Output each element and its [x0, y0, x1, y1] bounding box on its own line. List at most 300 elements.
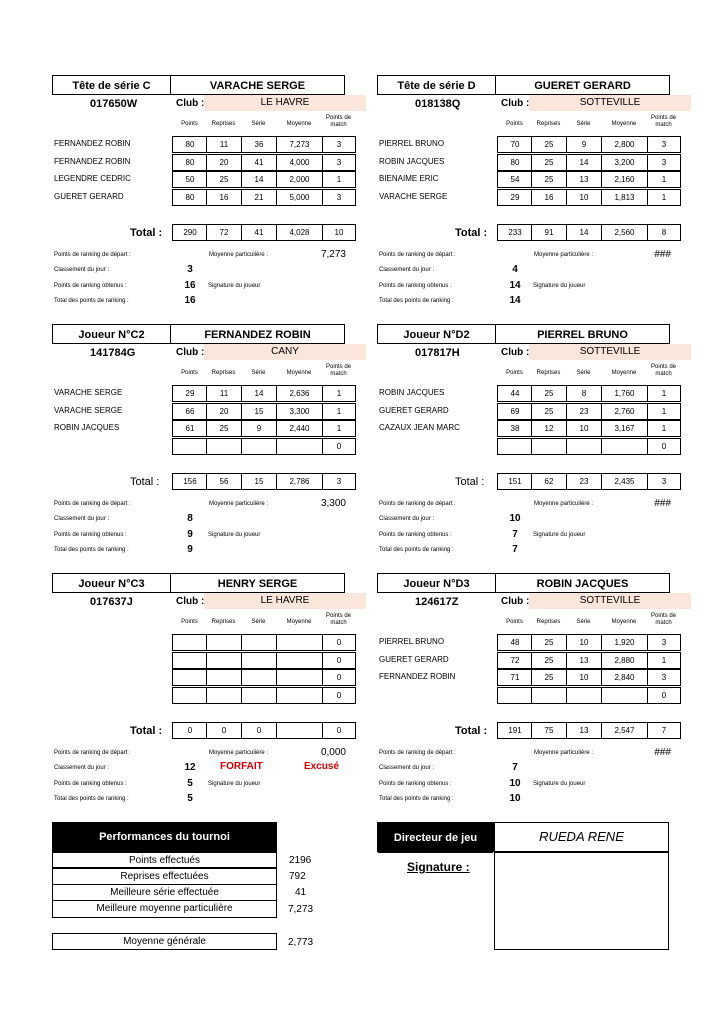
- score-cell: [172, 652, 208, 669]
- director-name: RUEDA RENE: [539, 829, 624, 844]
- club-name: SOTTEVILLE: [529, 95, 691, 111]
- player-name-box: [495, 573, 670, 593]
- score-cell: 1: [322, 403, 356, 420]
- player-title: Joueur N°D3: [403, 578, 470, 590]
- signature-player-label: Signature du joueur: [533, 283, 586, 289]
- total-cell: 2,786: [276, 473, 323, 490]
- perf-label: Points effectués: [129, 855, 200, 866]
- score-cell: 2,840: [601, 669, 648, 686]
- player-title-box: [377, 75, 496, 95]
- signature-player-label: Signature du joueur: [533, 532, 586, 538]
- avg-part-value: 0,000: [320, 747, 346, 758]
- opponent-name: FERNANDEZ ROBIN: [54, 156, 131, 166]
- score-cell: [276, 652, 323, 669]
- opponent-name: GUERET GERARD: [379, 654, 449, 664]
- signature-player-label: Signature du joueur: [208, 781, 261, 787]
- classement-value: 3: [187, 264, 193, 275]
- column-header: Points: [506, 121, 523, 127]
- column-header: Moyenne: [611, 370, 637, 376]
- column-header: Reprises: [536, 619, 561, 625]
- total-cell: 156: [172, 473, 208, 490]
- column-header: Moyenne: [611, 619, 637, 625]
- score-cell: [172, 687, 208, 704]
- opponent-name: GUERET GERARD: [54, 191, 124, 201]
- total-label: Total :: [455, 227, 488, 239]
- avg-part-label: Moyenne particulière :: [534, 501, 594, 507]
- license-number: 018138Q: [415, 98, 461, 110]
- score-cell: 38: [497, 420, 533, 437]
- general-average-row: [52, 933, 277, 950]
- score-cell: [276, 438, 323, 455]
- player-title-box: [52, 324, 171, 344]
- column-header: Points de match: [650, 364, 677, 377]
- score-cell: 12: [531, 420, 567, 437]
- opponent-name: VARACHE SERGE: [54, 388, 123, 397]
- score-cell: 14: [241, 171, 277, 188]
- player-name: ROBIN JACQUES: [536, 578, 629, 590]
- score-cell: 2,760: [601, 403, 648, 420]
- score-cell: [566, 438, 602, 455]
- player-panel: [377, 75, 677, 315]
- ranking-total-value: 10: [509, 793, 521, 804]
- total-cell: 13: [566, 722, 602, 739]
- column-header: Points de match: [325, 115, 352, 128]
- avg-part-label: Moyenne particulière :: [534, 750, 594, 756]
- total-cell: 0: [241, 722, 277, 739]
- ranking-obtained-label: Points de ranking obtenus :: [379, 532, 452, 538]
- license-number: 141784G: [90, 347, 136, 359]
- column-header: Points: [506, 619, 523, 625]
- score-cell: 1: [647, 189, 681, 206]
- score-cell: [241, 652, 277, 669]
- score-cell: 48: [497, 634, 533, 651]
- score-cell: 0: [322, 652, 356, 669]
- score-cell: 25: [206, 420, 242, 437]
- club-name: CANY: [204, 344, 366, 360]
- score-cell: 9: [566, 136, 602, 153]
- score-cell: 69: [497, 403, 533, 420]
- perf-value: 41: [295, 887, 307, 898]
- ranking-total-value: 14: [509, 295, 521, 306]
- club-name: SOTTEVILLE: [529, 593, 691, 609]
- score-cell: 1,813: [601, 189, 648, 206]
- score-cell: [206, 652, 242, 669]
- column-header: Moyenne: [286, 121, 312, 127]
- avg-part-label: Moyenne particulière :: [209, 501, 269, 507]
- score-cell: 23: [566, 403, 602, 420]
- opponent-name: GUERET GERARD: [379, 405, 449, 415]
- club-label: Club :: [176, 98, 205, 109]
- ranking-total-label: Total des points de ranking :: [54, 298, 129, 304]
- opponent-name: PIERREL BRUNO: [379, 139, 445, 148]
- score-cell: [276, 687, 323, 704]
- score-cell: 70: [497, 136, 533, 153]
- score-cell: 15: [241, 403, 277, 420]
- total-label: Total :: [130, 227, 163, 239]
- score-cell: 80: [497, 154, 533, 171]
- player-title: Joueur N°D2: [403, 329, 470, 341]
- perf-value: 7,273: [288, 904, 314, 915]
- score-cell: 4,000: [276, 154, 323, 171]
- avg-part-value: ###: [654, 747, 671, 758]
- column-header: Reprises: [211, 121, 236, 127]
- total-cell: 2,560: [601, 224, 648, 241]
- ranking-total-value: 5: [187, 793, 193, 804]
- total-cell: 2,435: [601, 473, 648, 490]
- score-cell: 29: [172, 385, 208, 402]
- player-name: FERNANDEZ ROBIN: [204, 329, 311, 341]
- player-title: Tête de série D: [397, 80, 476, 92]
- ranking-start-label: Points de ranking de départ :: [54, 750, 131, 756]
- total-cell: 23: [566, 473, 602, 490]
- ranking-obtained-value: 7: [512, 529, 518, 540]
- score-cell: [601, 687, 648, 704]
- club-label: Club :: [176, 347, 205, 358]
- score-cell: 3: [322, 154, 356, 171]
- forfait-text: FORFAIT: [220, 761, 263, 772]
- score-cell: 10: [566, 420, 602, 437]
- ranking-obtained-label: Points de ranking obtenus :: [379, 781, 452, 787]
- column-header: Reprises: [536, 121, 561, 127]
- score-cell: 1: [647, 385, 681, 402]
- score-cell: [206, 438, 242, 455]
- score-cell: 2,160: [601, 171, 648, 188]
- classement-label: Classement du jour :: [379, 516, 435, 522]
- score-cell: 61: [172, 420, 208, 437]
- column-header: Série: [251, 619, 266, 625]
- club-name: LE HAVRE: [204, 95, 366, 111]
- player-title: Joueur N°C2: [78, 329, 145, 341]
- column-header: Reprises: [536, 370, 561, 376]
- score-cell: [241, 687, 277, 704]
- avg-part-label: Moyenne particulière :: [534, 252, 594, 258]
- column-header: Points de match: [325, 364, 352, 377]
- score-cell: 3: [647, 136, 681, 153]
- column-header: Série: [251, 370, 266, 376]
- signature-area[interactable]: [494, 852, 669, 950]
- total-label: Total :: [130, 476, 160, 488]
- perf-label: Reprises effectuées: [120, 871, 209, 882]
- score-cell: 3: [647, 669, 681, 686]
- total-cell: 91: [531, 224, 567, 241]
- club-label: Club :: [501, 98, 530, 109]
- ranking-start-label: Points de ranking de départ :: [54, 501, 131, 507]
- performance-title: Performances du tournoi: [52, 822, 277, 852]
- score-cell: 29: [497, 189, 533, 206]
- score-cell: 71: [497, 669, 533, 686]
- score-cell: 3: [647, 634, 681, 651]
- score-cell: 10: [566, 189, 602, 206]
- ranking-total-label: Total des points de ranking :: [54, 796, 129, 802]
- classement-label: Classement du jour :: [379, 765, 435, 771]
- score-cell: 10: [566, 669, 602, 686]
- score-cell: [172, 438, 208, 455]
- score-cell: 3,300: [276, 403, 323, 420]
- score-cell: 80: [172, 136, 208, 153]
- score-cell: 25: [531, 652, 567, 669]
- score-cell: 25: [531, 136, 567, 153]
- opponent-name: FERNANDEZ ROBIN: [54, 139, 131, 148]
- opponent-name: VARACHE SERGE: [54, 405, 123, 415]
- ranking-total-label: Total des points de ranking :: [54, 547, 129, 553]
- score-cell: 14: [566, 154, 602, 171]
- score-cell: 2,636: [276, 385, 323, 402]
- score-cell: 0: [647, 438, 681, 455]
- director-name-box: [494, 822, 669, 852]
- player-name: GUERET GERARD: [534, 80, 631, 92]
- score-cell: 0: [322, 438, 356, 455]
- ranking-total-value: 7: [512, 544, 518, 555]
- score-cell: [206, 634, 242, 651]
- score-cell: 2,800: [601, 136, 648, 153]
- score-cell: 1,920: [601, 634, 648, 651]
- classement-value: 10: [509, 513, 521, 524]
- score-cell: 54: [497, 171, 533, 188]
- score-cell: [531, 687, 567, 704]
- ranking-obtained-value: 10: [509, 778, 521, 789]
- score-cell: 41: [241, 154, 277, 171]
- opponent-name: FERNANDEZ ROBIN: [379, 672, 456, 681]
- total-cell: 15: [241, 473, 277, 490]
- ranking-obtained-value: 14: [509, 280, 521, 291]
- perf-row: [52, 900, 277, 918]
- score-cell: 0: [322, 687, 356, 704]
- total-cell: 72: [206, 224, 242, 241]
- perf-label: Meilleure série effectuée: [110, 887, 219, 898]
- classement-label: Classement du jour :: [54, 765, 110, 771]
- ranking-obtained-value: 5: [187, 778, 193, 789]
- avg-part-label: Moyenne particulière :: [209, 252, 269, 258]
- score-cell: 50: [172, 171, 208, 188]
- player-title: Joueur N°C3: [78, 578, 145, 590]
- score-cell: 66: [172, 403, 208, 420]
- score-cell: 1: [322, 385, 356, 402]
- performance-header: [52, 822, 277, 852]
- player-panel: [52, 573, 352, 813]
- column-header: Points: [181, 619, 198, 625]
- total-cell: 151: [497, 473, 533, 490]
- perf-value: 792: [289, 871, 306, 882]
- avg-part-value: 3,300: [320, 498, 346, 509]
- score-cell: 44: [497, 385, 533, 402]
- score-cell: 1: [647, 171, 681, 188]
- director-label-box: [377, 822, 494, 852]
- opponent-name: ROBIN JACQUES: [379, 388, 445, 397]
- score-cell: 1,760: [601, 385, 648, 402]
- total-cell: 14: [566, 224, 602, 241]
- player-name-box: [495, 75, 670, 95]
- ranking-obtained-value: 9: [187, 529, 193, 540]
- perf-row: [52, 868, 277, 885]
- column-header: Points de match: [650, 613, 677, 626]
- total-cell: 0: [206, 722, 242, 739]
- score-cell: 13: [566, 652, 602, 669]
- license-number: 124617Z: [415, 596, 459, 608]
- classement-value: 7: [512, 762, 518, 773]
- score-cell: 25: [206, 171, 242, 188]
- signature-player-label: Signature du joueur: [533, 781, 586, 787]
- total-cell: 0: [322, 722, 356, 739]
- total-cell: 8: [647, 224, 681, 241]
- ranking-start-label: Points de ranking de départ :: [379, 252, 456, 258]
- general-average-label: Moyenne générale: [123, 936, 206, 947]
- opponent-name: ROBIN JACQUES: [54, 423, 120, 432]
- score-cell: 1: [322, 171, 356, 188]
- score-cell: [172, 669, 208, 686]
- score-cell: 25: [531, 171, 567, 188]
- license-number: 017817H: [415, 347, 460, 359]
- ranking-total-label: Total des points de ranking :: [379, 298, 454, 304]
- score-cell: 25: [531, 154, 567, 171]
- score-cell: 3,200: [601, 154, 648, 171]
- column-header: Moyenne: [286, 619, 312, 625]
- total-cell: 7: [647, 722, 681, 739]
- player-name: PIERREL BRUNO: [537, 329, 628, 341]
- avg-part-value: ###: [654, 249, 671, 260]
- total-cell: 41: [241, 224, 277, 241]
- score-cell: 21: [241, 189, 277, 206]
- player-name: VARACHE SERGE: [209, 80, 306, 92]
- player-title-box: [377, 324, 496, 344]
- score-cell: 1: [647, 420, 681, 437]
- score-cell: [601, 438, 648, 455]
- license-number: 017637J: [90, 596, 133, 608]
- player-name-box: [170, 75, 345, 95]
- player-title-box: [52, 75, 171, 95]
- column-header: Moyenne: [611, 121, 637, 127]
- ranking-start-label: Points de ranking de départ :: [379, 750, 456, 756]
- score-cell: [172, 634, 208, 651]
- score-cell: 2,440: [276, 420, 323, 437]
- total-cell: 75: [531, 722, 567, 739]
- score-cell: [241, 669, 277, 686]
- score-cell: 8: [566, 385, 602, 402]
- total-cell: 191: [497, 722, 533, 739]
- avg-part-value: 7,273: [320, 249, 346, 260]
- column-header: Moyenne: [286, 370, 312, 376]
- ranking-total-value: 16: [184, 295, 196, 306]
- total-cell: 3: [322, 473, 356, 490]
- opponent-name: LEGENDRE CEDRIC: [54, 174, 131, 183]
- score-cell: 2,000: [276, 171, 323, 188]
- perf-label: Meilleure moyenne particulière: [96, 903, 233, 914]
- total-cell: 62: [531, 473, 567, 490]
- player-name: HENRY SERGE: [217, 578, 298, 590]
- ranking-total-label: Total des points de ranking :: [379, 796, 454, 802]
- player-panel: [52, 324, 352, 564]
- player-name-box: [170, 324, 345, 344]
- excuse-text: Excusé: [304, 761, 340, 772]
- classement-label: Classement du jour :: [54, 267, 110, 273]
- general-average-value: 2,773: [288, 937, 314, 948]
- score-cell: 0: [647, 687, 681, 704]
- total-cell: 233: [497, 224, 533, 241]
- classement-value: 4: [512, 264, 518, 275]
- score-cell: [497, 687, 533, 704]
- score-cell: 16: [531, 189, 567, 206]
- total-cell: 0: [172, 722, 208, 739]
- signature-player-label: Signature du joueur: [208, 532, 261, 538]
- score-cell: 3: [322, 189, 356, 206]
- avg-part-label: Moyenne particulière :: [209, 750, 269, 756]
- opponent-name: CAZAUX JEAN MARC: [379, 423, 460, 432]
- total-cell: 290: [172, 224, 208, 241]
- score-cell: 14: [241, 385, 277, 402]
- opponent-name: PIERREL BRUNO: [379, 637, 445, 646]
- total-cell: 4,028: [276, 224, 323, 241]
- column-header: Points: [181, 121, 198, 127]
- club-label: Club :: [176, 596, 205, 607]
- opponent-name: ROBIN JACQUES: [379, 156, 445, 166]
- score-cell: [531, 438, 567, 455]
- ranking-total-label: Total des points de ranking :: [379, 547, 454, 553]
- player-title-box: [377, 573, 496, 593]
- score-cell: 3: [322, 136, 356, 153]
- column-header: Reprises: [211, 619, 236, 625]
- total-cell: 56: [206, 473, 242, 490]
- ranking-obtained-label: Points de ranking obtenus :: [54, 781, 127, 787]
- total-cell: 2,547: [601, 722, 648, 739]
- score-cell: 0: [322, 634, 356, 651]
- score-cell: 1: [647, 403, 681, 420]
- column-header: Points: [181, 370, 198, 376]
- signature-label: Signature :: [407, 860, 470, 874]
- total-cell: 3: [647, 473, 681, 490]
- ranking-obtained-label: Points de ranking obtenus :: [54, 532, 127, 538]
- score-cell: [276, 634, 323, 651]
- score-cell: 0: [322, 669, 356, 686]
- classement-value: 8: [187, 513, 193, 524]
- score-cell: 25: [531, 634, 567, 651]
- score-cell: 16: [206, 189, 242, 206]
- score-cell: 9: [241, 420, 277, 437]
- score-cell: 25: [531, 403, 567, 420]
- perf-value: 2196: [289, 855, 312, 866]
- ranking-total-value: 9: [187, 544, 193, 555]
- opponent-name: VARACHE SERGE: [379, 191, 448, 201]
- score-cell: 2,880: [601, 652, 648, 669]
- score-cell: [206, 669, 242, 686]
- club-label: Club :: [501, 347, 530, 358]
- player-panel: [377, 324, 677, 564]
- score-cell: 3,167: [601, 420, 648, 437]
- classement-value: 12: [184, 762, 196, 773]
- column-header: Série: [576, 121, 591, 127]
- club-name: SOTTEVILLE: [529, 344, 691, 360]
- column-header: Série: [251, 121, 266, 127]
- perf-row: [52, 852, 277, 868]
- classement-label: Classement du jour :: [54, 516, 110, 522]
- player-title: Tête de série C: [72, 80, 151, 92]
- score-cell: 1: [322, 420, 356, 437]
- ranking-start-label: Points de ranking de départ :: [379, 501, 456, 507]
- score-cell: [276, 669, 323, 686]
- score-cell: 80: [172, 154, 208, 171]
- column-header: Points: [506, 370, 523, 376]
- score-cell: 5,000: [276, 189, 323, 206]
- player-title-box: [52, 573, 171, 593]
- score-cell: 36: [241, 136, 277, 153]
- score-cell: [566, 687, 602, 704]
- director-label: Directeur de jeu: [378, 823, 493, 853]
- score-cell: 25: [531, 385, 567, 402]
- score-cell: [241, 438, 277, 455]
- score-cell: 7,273: [276, 136, 323, 153]
- score-cell: 80: [172, 189, 208, 206]
- ranking-obtained-value: 16: [184, 280, 196, 291]
- total-cell: 10: [322, 224, 356, 241]
- signature-player-label: Signature du joueur: [208, 283, 261, 289]
